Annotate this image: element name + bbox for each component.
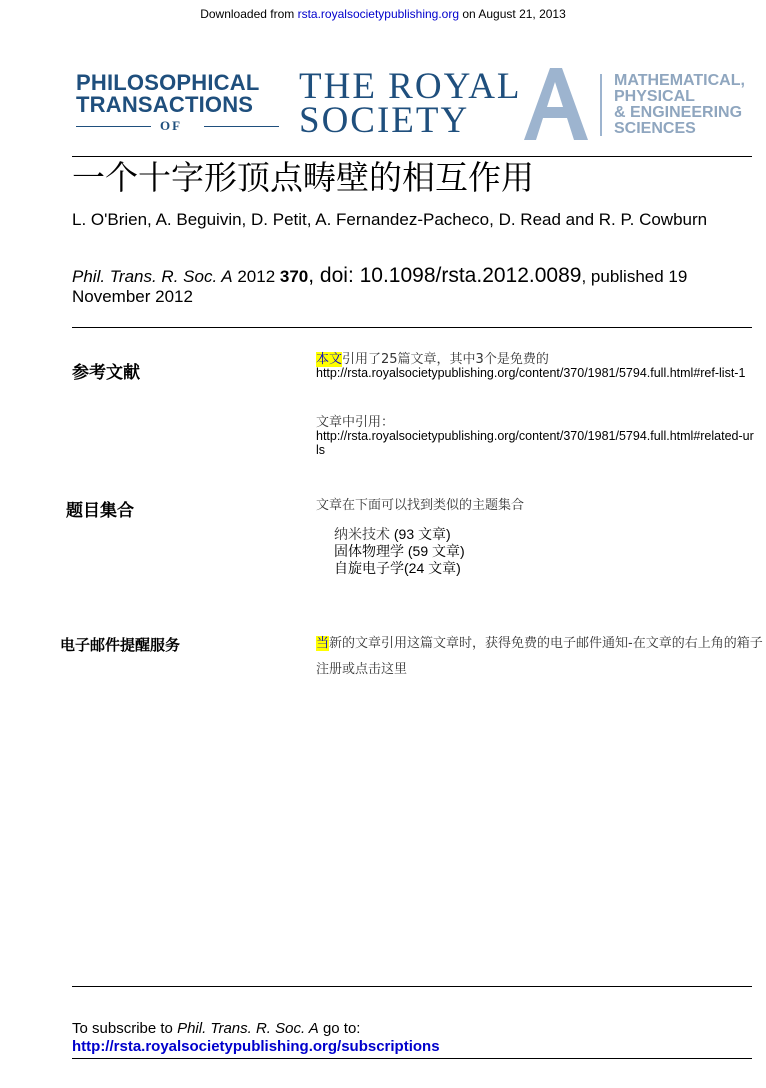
references-url[interactable]: http://rsta.royalsocietypublishing.org/content/370/1981/5794.full.html#ref-list-1 (316, 366, 746, 380)
cited-by-label: 文章中引用： (316, 415, 395, 430)
topic-link-nanotech[interactable]: 纳米技术 (334, 527, 390, 543)
email-alert-highlight-link[interactable]: 当 (316, 636, 330, 651)
topic-solid-state: 固体物理学 (334, 544, 404, 560)
logo-sci-sciences: SCIENCES (614, 120, 696, 137)
topic-count: (93 文章) (390, 526, 451, 542)
topic-item (334, 543, 465, 560)
subscribe-url-link[interactable]: http://rsta.royalsocietypublishing.org/subscriptions (72, 1038, 440, 1055)
citation-journal: Phil. Trans. R. Soc. A (72, 267, 233, 286)
logo-line-the-royal: THE ROYAL (299, 66, 522, 107)
logo-sci-engineering: & ENGINEERING (614, 104, 743, 121)
journal-logo (72, 66, 762, 142)
references-label: 参考文献 (72, 363, 140, 383)
logo-of (76, 118, 279, 134)
article-title: 一个十字形顶点畴壁的相互作用 (72, 158, 534, 197)
logo-divider (600, 74, 602, 136)
topic-item (334, 560, 465, 577)
article-authors: L. O'Brien, A. Beguivin, D. Petit, A. Fernandez-Pacheco, D. Read and R. P. Cowburn (72, 210, 708, 229)
email-alert-label: 电子邮件提醒服务 (60, 636, 181, 654)
references-block (316, 348, 756, 380)
topic-item (334, 526, 465, 543)
subscribe-prefix: To subscribe to (72, 1020, 178, 1037)
citation-doi: , doi: 10.1098/rsta.2012.0089 (308, 264, 582, 287)
logo-sci-physical: PHYSICAL (614, 88, 695, 105)
logo-line-transactions: TRANSACTIONS (76, 92, 254, 117)
download-suffix: on August 21, 2013 (459, 7, 566, 21)
references-highlight-link[interactable]: 本文 (316, 352, 343, 367)
subscribe-journal: Phil. Trans. R. Soc. A (177, 1020, 319, 1037)
subscribe-suffix: go to: (318, 1020, 361, 1037)
section-divider (72, 327, 752, 328)
subscribe-block (72, 1020, 440, 1056)
logo-line-society: SOCIETY (299, 100, 470, 141)
download-notice (0, 7, 766, 21)
subscribe-line (72, 1020, 440, 1038)
topics-list (334, 526, 465, 577)
topic-spintronics: 自旋电子学 (334, 561, 404, 577)
footer-divider-bottom (72, 1058, 752, 1059)
download-site-link[interactable]: rsta.royalsocietypublishing.org (297, 7, 460, 21)
footer-divider-top (72, 986, 752, 987)
email-alert-description: 新的文章引用这篇文章时，获得免费的电子邮件通知-在文章的右上角的箱子注册或点击这里 (316, 636, 763, 677)
topic-count: (59 文章) (404, 543, 465, 559)
cited-by-block (316, 411, 756, 457)
topic-count: (24 文章) (404, 560, 461, 576)
citation-published: , published 19 November 2012 (72, 267, 688, 306)
article-citation (72, 266, 752, 307)
email-alert-text (316, 631, 766, 683)
topics-label: 题目集合 (66, 501, 134, 521)
logo-sci-mathematical: MATHEMATICAL, (614, 72, 745, 89)
logo-line-philosophical: PHILOSOPHICAL (76, 70, 260, 95)
title-divider (72, 156, 752, 157)
citation-volume: 370 (279, 267, 309, 286)
logo-philosophical-transactions (76, 72, 260, 116)
logo-royal-society (299, 66, 522, 141)
logo-a-mark (520, 66, 592, 142)
references-text: 引用了25篇文章，其中3个是免费的 (342, 352, 549, 367)
download-prefix: Downloaded from (200, 7, 298, 21)
cited-by-url[interactable]: http://rsta.royalsocietypublishing.org/content/370/1981/5794.full.html#related-urls (316, 429, 754, 457)
citation-year: 2012 (232, 267, 280, 286)
references-summary (316, 348, 756, 366)
logo-sciences (614, 73, 745, 137)
logo-of-text: OF (160, 118, 183, 133)
topics-intro: 文章在下面可以找到类似的主题集合 (316, 498, 525, 513)
